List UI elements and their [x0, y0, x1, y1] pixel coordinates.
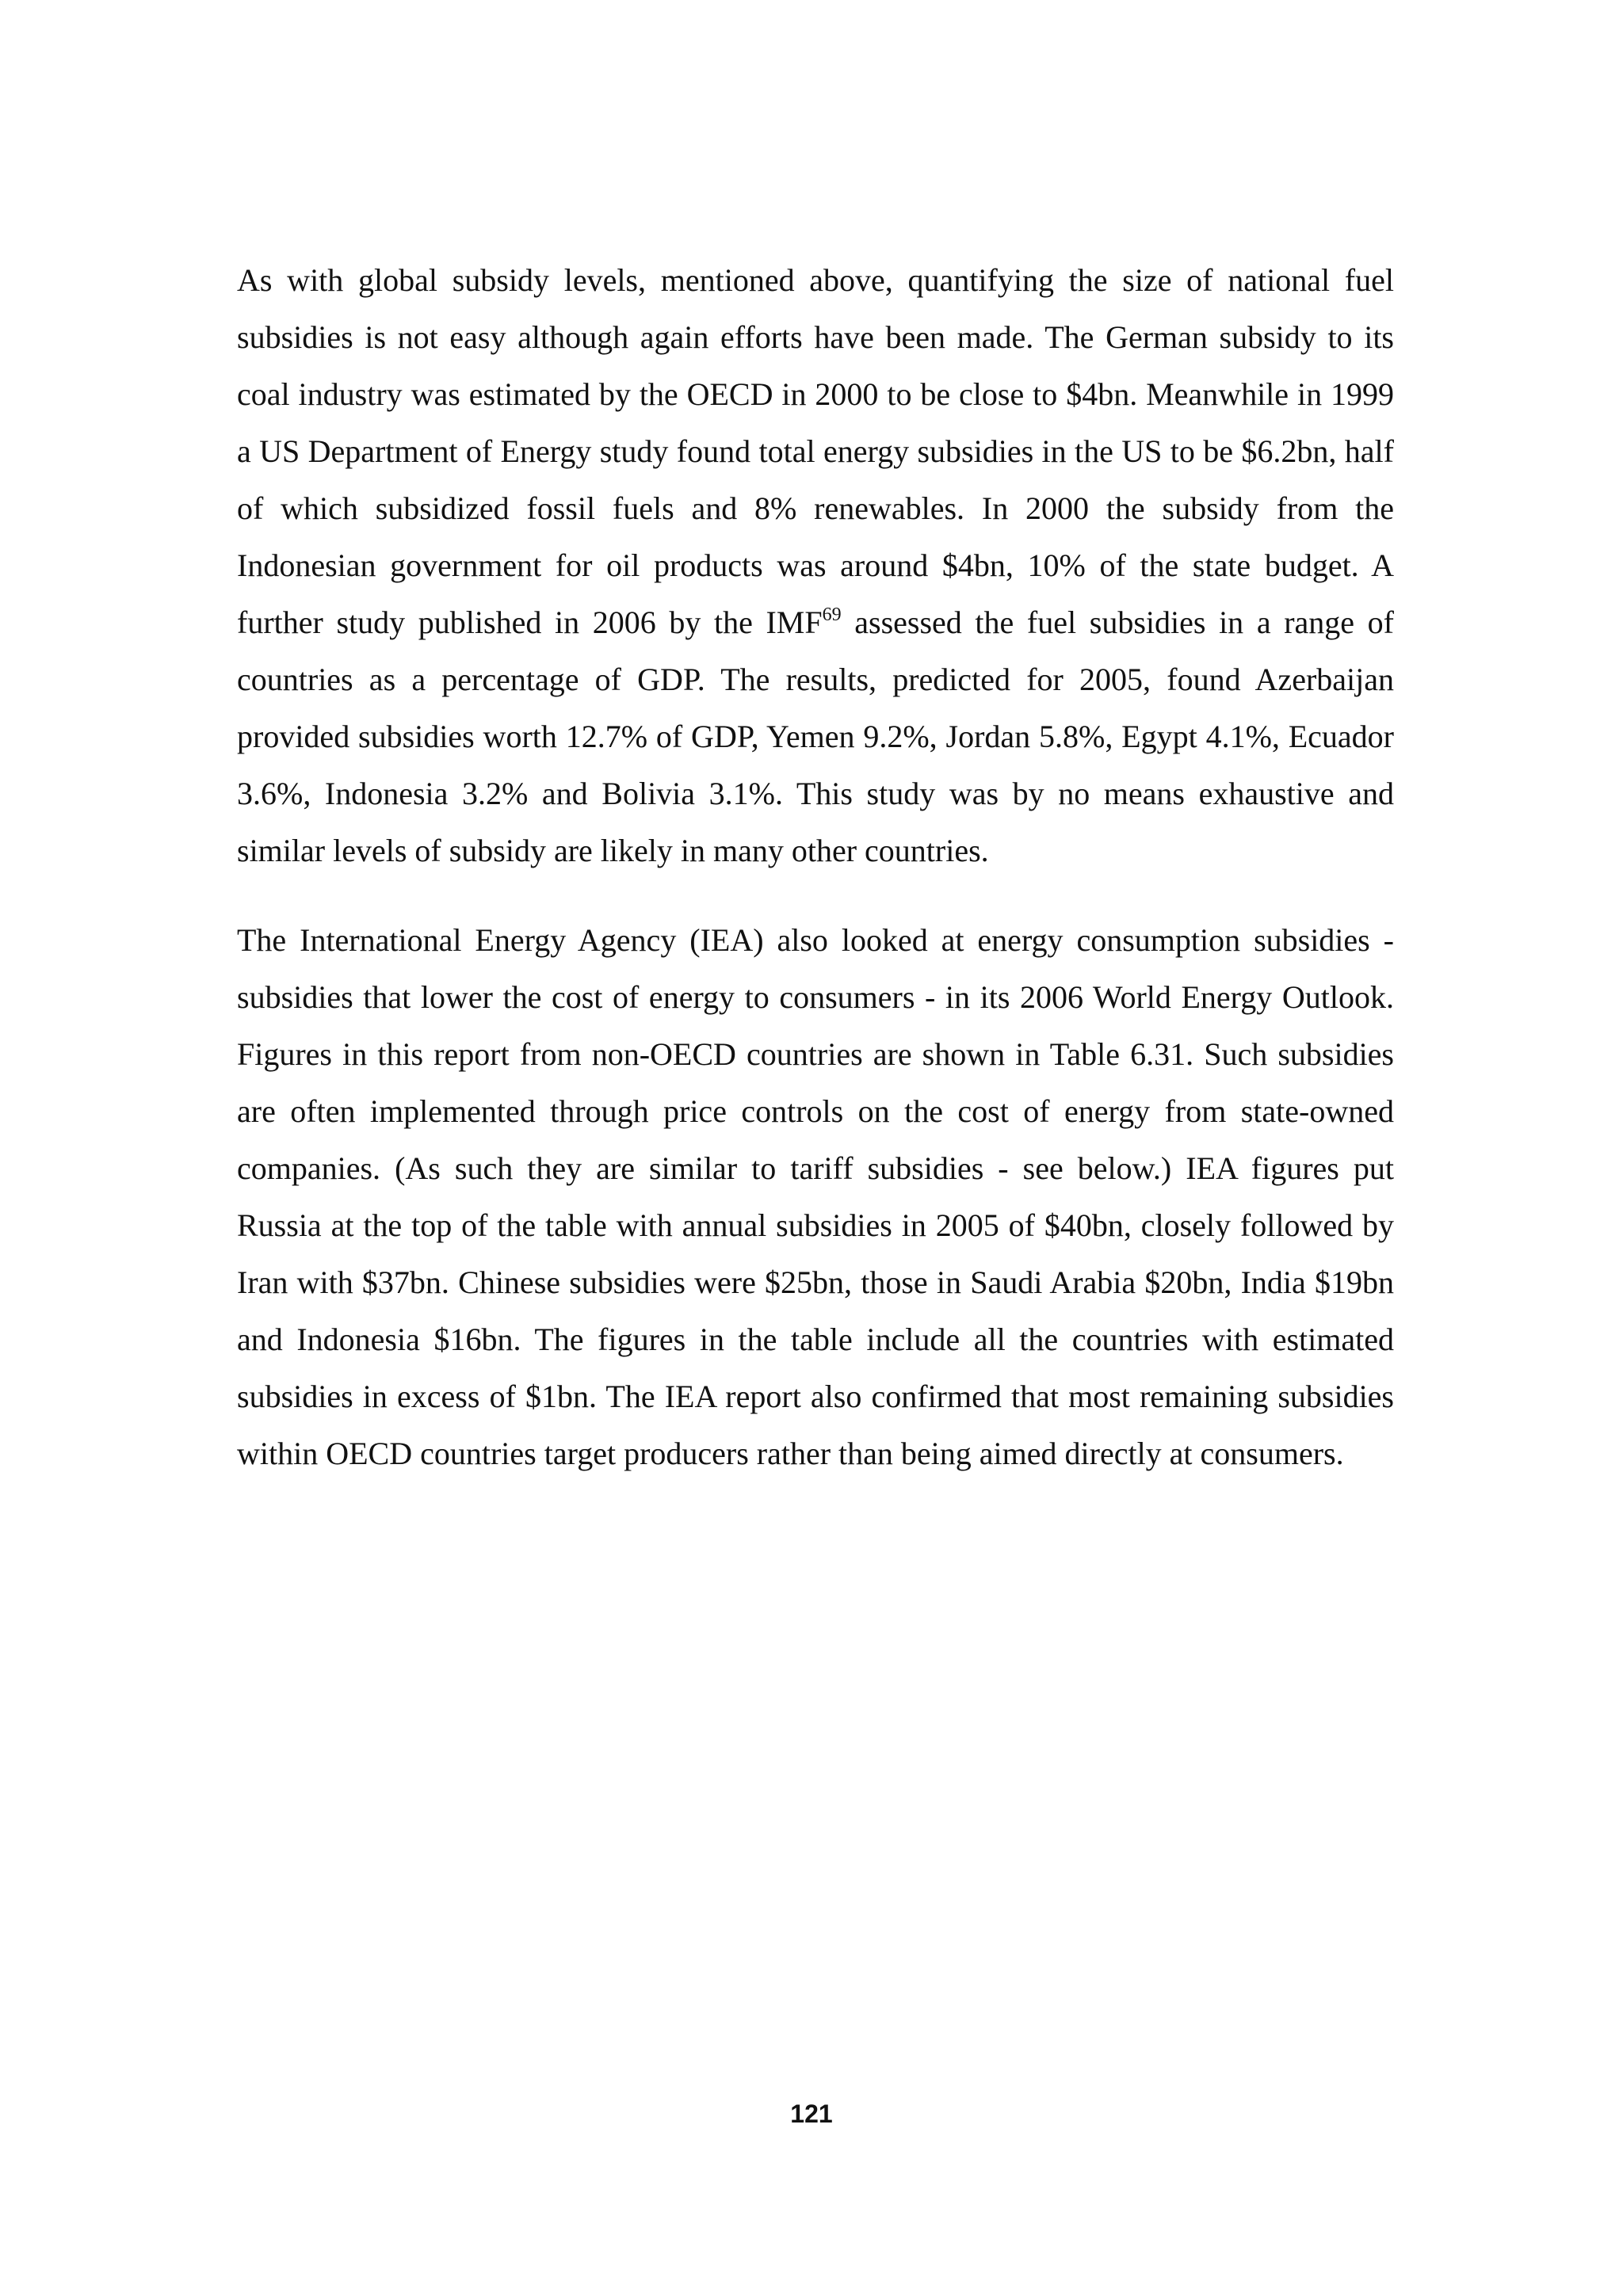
footnote-reference[interactable]: 69: [822, 604, 842, 625]
page-number: 121: [790, 2100, 833, 2128]
paragraph-1-text-a: As with global subsidy levels, mentioned above, quantifying the size of national fuel subsidies is not easy although again efforts have been made. The German subsidy to its coal industry was estimated by the OECD in 2000 to be close to $4bn. Meanwhile in 1999 a US Department of Energy study found total energy subsidies in the US to be $6.2bn, half of which subsidized fossil fuels and 8% renewables. In 2000 the subsidy from the Indonesian government for oil products was around $4bn, 10% of the state budget. A further study published in 2006 by the IMF: [237, 262, 1394, 640]
body-text: [237, 252, 1394, 1515]
paragraph-1-text-b: assessed the fuel subsidies in a range of countries as a percentage of GDP. The results, predicted for 2005, found Azerbaijan provided subsidies worth 12.7% of GDP, Yemen 9.2%, Jordan 5.8%, Egypt 4.1%, Ecuador 3.6%, Indonesia 3.2% and Bolivia 3.1%. This study was by no means exhaustive and similar levels of subsidy are likely in many other countries.: [237, 605, 1394, 868]
paragraph-1: [237, 252, 1394, 879]
paragraph-2: [237, 912, 1394, 1482]
paragraph-2-text: The International Energy Agency (IEA) also looked at energy consumption subsidies - subsidies that lower the cost of energy to consumers - in its 2006 World Energy Outlook. Figures in this report from non-OECD countries are shown in Table 6.31. Such subsidies are often implemented through price controls on the cost of energy from state-owned companies. (As such they are similar to tariff subsidies - see below.) IEA figures put Russia at the top of the table with annual subsidies in 2005 of $40bn, closely followed by Iran with $37bn. Chinese subsidies were $25bn, those in Saudi Arabia $20bn, India $19bn and Indonesia $16bn. The figures in the table include all the countries with estimated subsidies in excess of $1bn. The IEA report also confirmed that most remaining subsidies within OECD countries target producers rather than being aimed directly at consumers.: [237, 922, 1394, 1471]
